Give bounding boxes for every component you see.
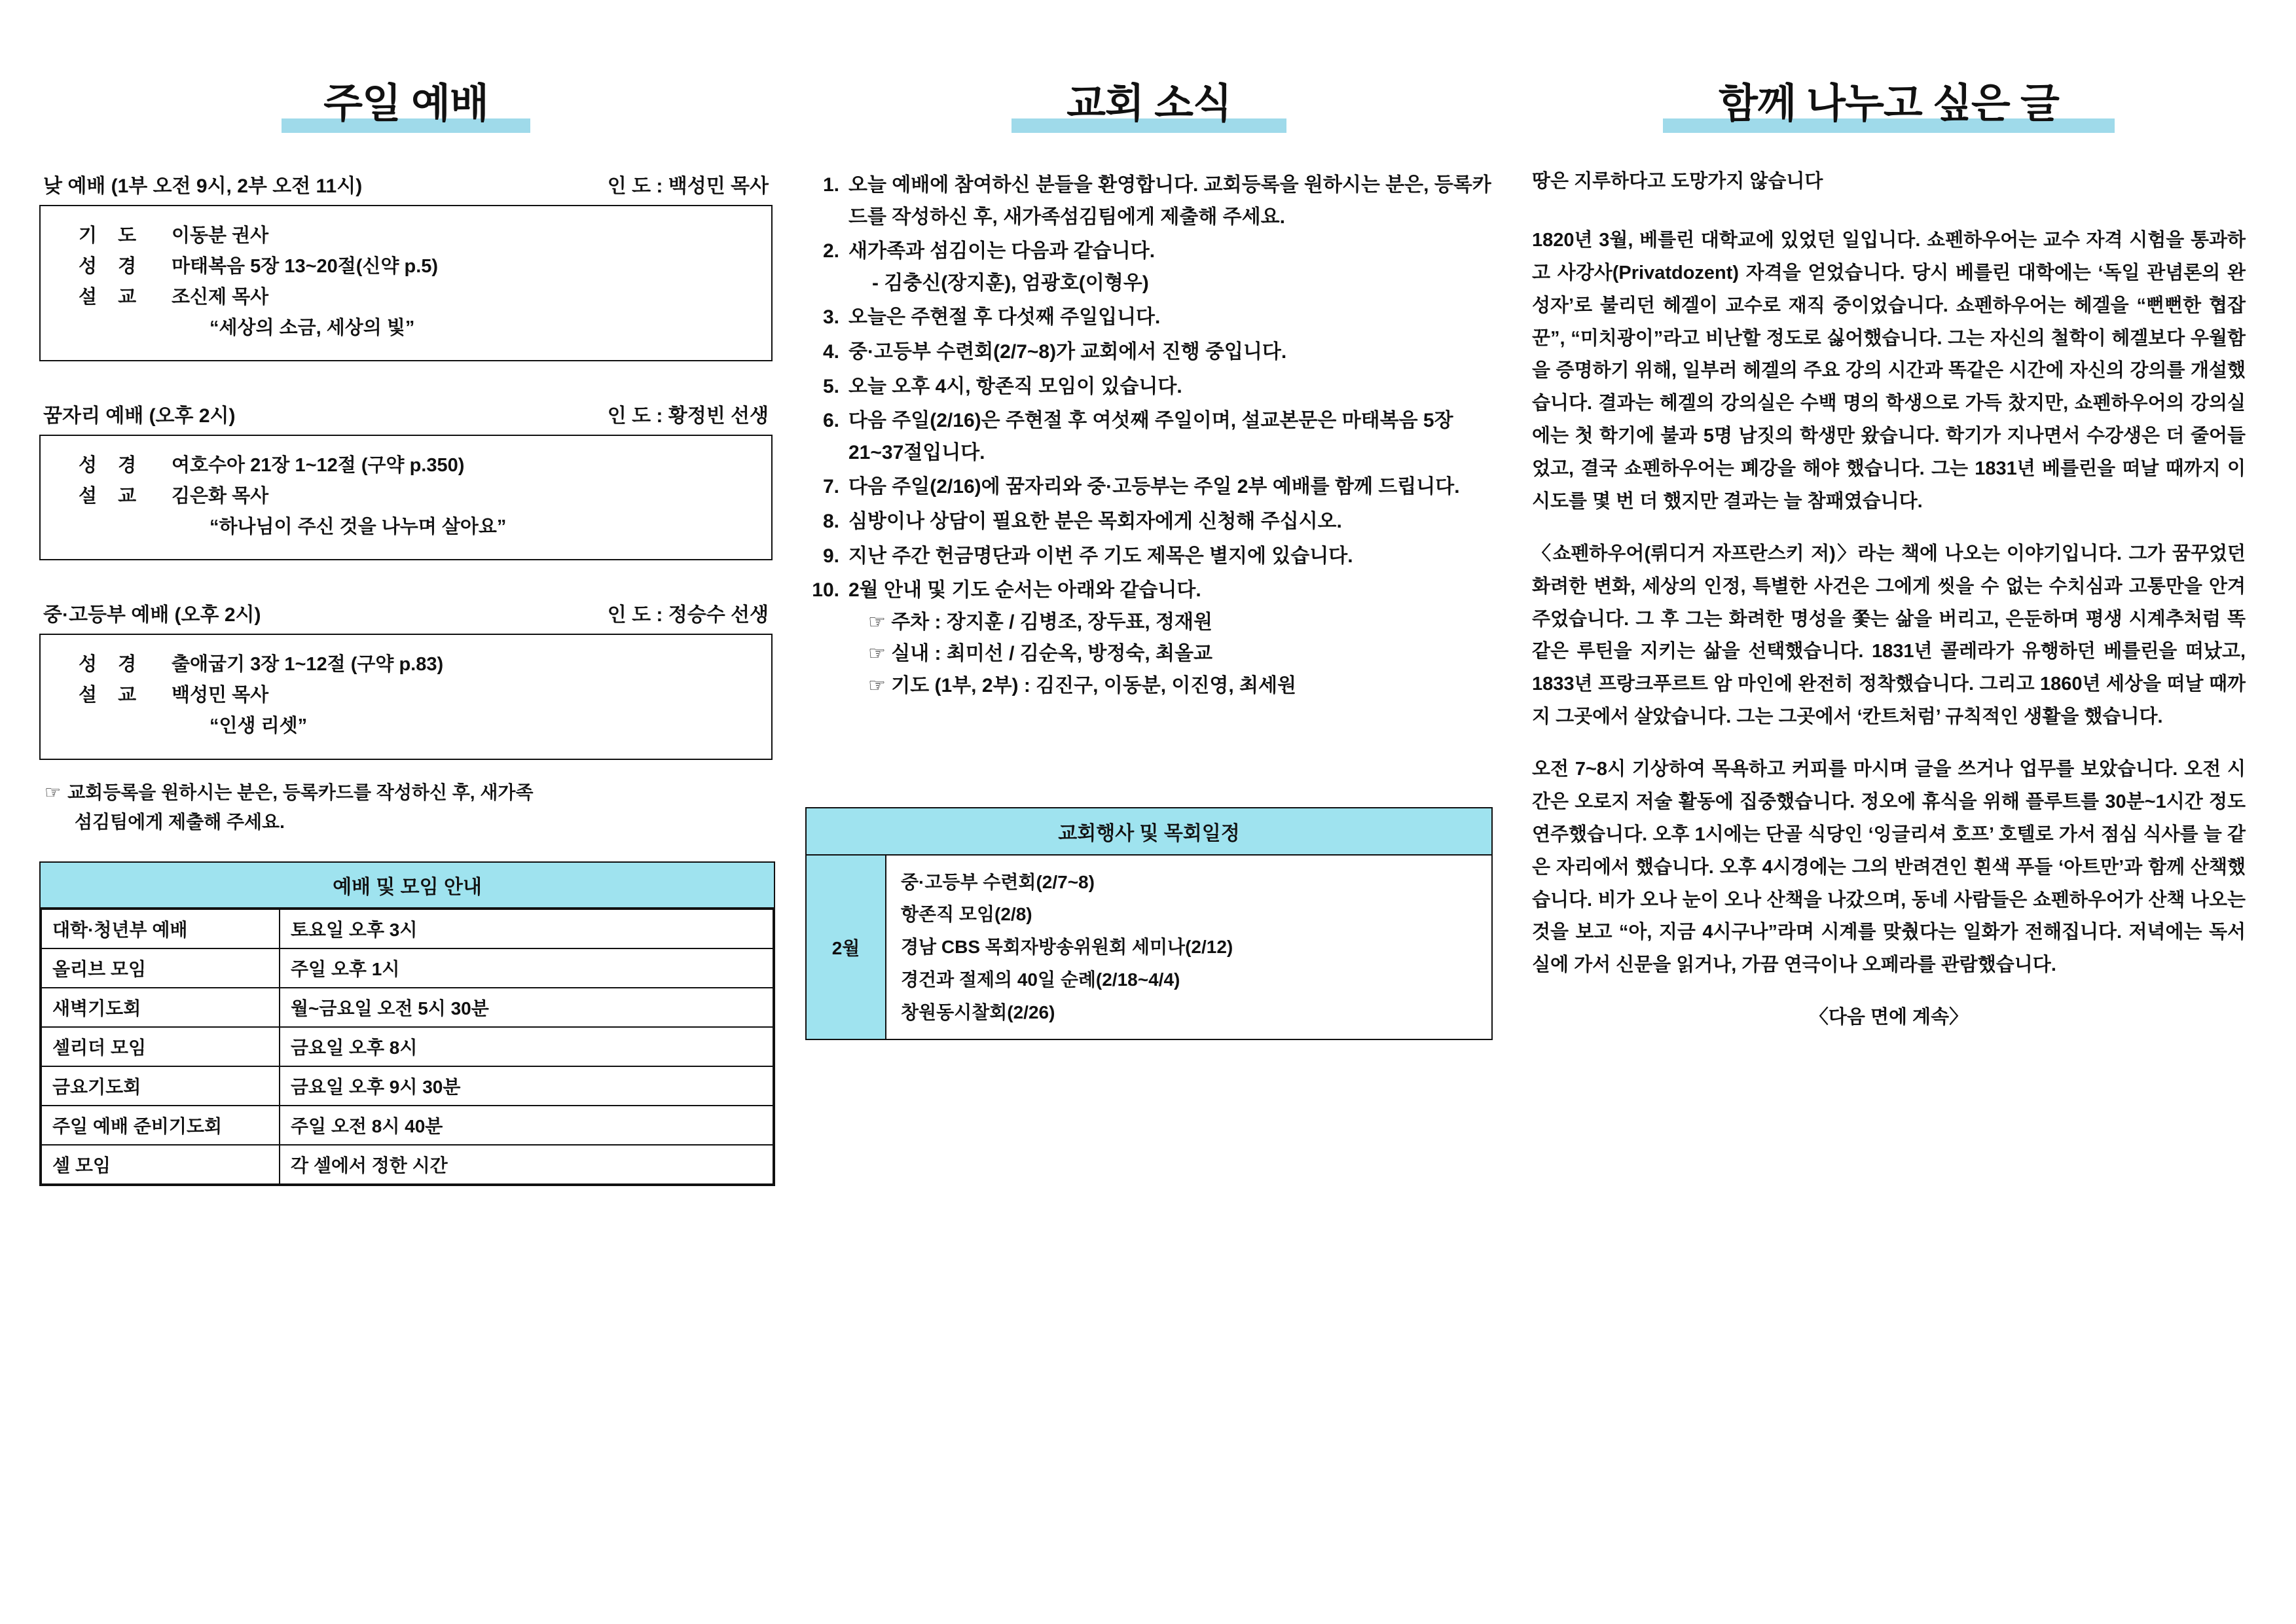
list-item bbox=[805, 541, 1493, 573]
essay-body bbox=[1532, 166, 2246, 1034]
detail-value: 김은화 목사 bbox=[172, 486, 269, 507]
sermon-title: “세상의 소금, 세상의 빛” bbox=[210, 317, 415, 338]
service-title-row bbox=[39, 170, 773, 205]
schedule-name: 새벽기도회 bbox=[41, 988, 280, 1027]
notice-number: 8. bbox=[822, 510, 839, 532]
detail-label: 설 교 bbox=[79, 286, 145, 308]
detail-value: 출애굽기 3장 1~12절 (구약 p.83) bbox=[172, 654, 444, 676]
detail-value: 백성민 목사 bbox=[172, 685, 269, 706]
essay-paragraph: 1820년 3월, 베를린 대학교에 있었던 일입니다. 쇼펜하우어는 교수 자격 시험을 통과하고 사강사(Privatdozent) 자격을 얻었습니다. 당시 베를린 대학에는 ‘독일 관념론의 완성자’로 불리던 헤겔이 교수로 재직 중이었습니다. 쇼펜하우어는 헤겔을 “뻔뻔한 협잡꾼”, “미치광이”라고 비난할 정도로 싫어했습니다. 그는 자신의 철학이 헤겔보다 우월함을 증명하기 위해, 일부러 헤겔의 주요 강의 시간과 똑같은 시간에 자신의 강의를 개설했습니다. 결과는 헤겔의 강의실은 수백 명의 학생으로 가득 찼지만, 쇼펜하우어의 강의실에는 첫 학기에 불과 5명 남짓의 학생만 왔습니다. 학기가 지나면서 수강생은 더 줄어들었고, 결국 쇼펜하우어는 폐강을 해야 했습니다. 그는 1831년 베를린을 떠날 때까지 이 시도를 몇 번 더 했지만 결과는 늘 참패였습니다. bbox=[1532, 229, 2246, 512]
event-table-wrapper bbox=[805, 807, 1493, 1041]
notice-subitem: - 김충신(장지훈), 엄광호(이형우) bbox=[872, 272, 1149, 294]
event-item-list bbox=[886, 856, 1491, 1039]
schedule-table bbox=[39, 861, 775, 1186]
table-row bbox=[41, 1066, 773, 1106]
service-details-box bbox=[39, 205, 773, 361]
notice-text: 심방이나 상담이 필요한 분은 목회자에게 신청해 주십시오. bbox=[848, 510, 1342, 532]
notice-number: 3. bbox=[822, 306, 839, 329]
notice-text: 새가족과 섬김이는 다음과 같습니다. bbox=[848, 240, 1156, 262]
table-row bbox=[41, 948, 773, 988]
schedule-name: 주일 예배 준비기도회 bbox=[41, 1106, 280, 1145]
notice-text: 2월 안내 및 기도 순서는 아래와 같습니다. bbox=[848, 579, 1201, 602]
notice-text: 오늘 오후 4시, 항존직 모임이 있습니다. bbox=[848, 375, 1182, 397]
schedule-time: 주일 오후 1시 bbox=[280, 948, 773, 988]
notice-text: 중·고등부 수련회(2/7~8)가 교회에서 진행 중입니다. bbox=[848, 340, 1287, 363]
detail-label: 성 경 bbox=[79, 455, 145, 477]
service-detail-row bbox=[41, 251, 771, 282]
registration-note bbox=[39, 778, 773, 837]
schedule-time: 각 셀에서 정한 시간 bbox=[280, 1145, 773, 1184]
notice-number: 5. bbox=[822, 375, 839, 397]
list-item bbox=[805, 471, 1493, 503]
service-details-box bbox=[39, 634, 773, 759]
list-item bbox=[805, 170, 1493, 233]
notice-number: 4. bbox=[822, 340, 839, 363]
note-line-1: 교회등록을 원하시는 분은, 등록카드를 작성하신 후, 새가족 bbox=[67, 782, 534, 803]
service-name: 꿈자리 예배 (오후 2시) bbox=[43, 405, 236, 427]
service-title-row bbox=[39, 598, 773, 634]
event-item: 중·고등부 수련회(2/7~8) bbox=[901, 871, 1095, 892]
event-item: 경건과 절제의 40일 순례(2/18~4/4) bbox=[901, 969, 1180, 990]
service-detail-row bbox=[41, 450, 771, 481]
service-detail-row bbox=[41, 649, 771, 680]
column-essay bbox=[1532, 0, 2246, 1054]
schedule-name: 금요기도회 bbox=[41, 1066, 280, 1106]
detail-value: 여호수아 21장 1~12절 (구약 p.350) bbox=[172, 455, 465, 477]
detail-value: 마태복음 5장 13~20절(신약 p.5) bbox=[172, 255, 439, 277]
service-detail-row bbox=[41, 481, 771, 512]
essay-paragraph: 〈쇼펜하우어(뤼디거 자프란스키 저)〉라는 책에 나오는 이야기입니다. 그가 꿈꾸었던 화려한 변화, 세상의 인정, 특별한 사건은 그에게 씻을 수 없는 수치심과 고통만을 안겨주었습니다. 그 후 그는 화려한 명성을 쫓는 삶을 버리고, 은둔하며 평생 시계추처럼 똑같은 루틴을 지키는 삶을 선택했습니다. 1831년 콜레라가 유행하던 베를린을 떠났고, 1833년 프랑크푸르트 암 마인에 완전히 정착했습니다. 그리고 1860년 세상을 떠날 때까지 그곳에서 살았습니다. 그는 그곳에서 ‘칸트처럼’ 규칙적인 생활을 했습니다. bbox=[1532, 543, 2246, 728]
column-worship bbox=[39, 0, 773, 1186]
schedule-time: 토요일 오후 3시 bbox=[280, 909, 773, 948]
table-row bbox=[41, 909, 773, 948]
service-detail-row bbox=[41, 221, 771, 251]
detail-label: 성 경 bbox=[79, 255, 145, 277]
event-item: 경남 CBS 목회자방송위원회 세미나(2/12) bbox=[901, 937, 1233, 958]
notice-list bbox=[805, 170, 1493, 702]
list-item bbox=[805, 371, 1493, 403]
service-detail-row bbox=[41, 282, 771, 313]
notice-number: 7. bbox=[822, 476, 839, 498]
notice-subitem: ☞ 주차 : 장지훈 / 김병조, 장두표, 정재원 bbox=[868, 611, 1212, 633]
table-row bbox=[41, 1106, 773, 1145]
schedule-time: 주일 오전 8시 40분 bbox=[280, 1106, 773, 1145]
notice-text: 지난 주간 헌금명단과 이번 주 기도 제목은 별지에 있습니다. bbox=[848, 545, 1353, 567]
service-leader: 인 도 : 정승수 선생 bbox=[607, 604, 769, 626]
notice-number: 10. bbox=[812, 579, 839, 602]
table-row bbox=[41, 1027, 773, 1066]
page-title-news: 교회 소식 bbox=[805, 71, 1493, 129]
list-item bbox=[805, 405, 1493, 469]
essay-lead: 땅은 지루하다고 도망가지 않습니다 bbox=[1532, 171, 1823, 192]
schedule-name: 셀리더 모임 bbox=[41, 1027, 280, 1066]
sermon-title: “인생 리셋” bbox=[210, 715, 308, 737]
notice-text: 다음 주일(2/16)은 주현절 후 여섯째 주일이며, 설교본문은 마태복음 5장 21~37절입니다. bbox=[848, 410, 1453, 463]
continuation-note: 〈다음 면에 계속〉 bbox=[1809, 1007, 1969, 1028]
event-item: 항존직 모임(2/8) bbox=[901, 904, 1032, 925]
detail-label: 성 경 bbox=[79, 654, 145, 676]
event-table-body bbox=[805, 854, 1493, 1041]
list-item bbox=[805, 575, 1493, 702]
service-block-youth bbox=[39, 598, 773, 759]
column-news bbox=[805, 0, 1493, 1040]
list-item bbox=[805, 336, 1493, 369]
schedule-table-caption: 예배 및 모임 안내 bbox=[41, 863, 774, 909]
notice-text: 오늘 예배에 참여하신 분들을 환영합니다. 교회등록을 원하시는 분은, 등록카드를 작성하신 후, 새가족섬김팀에게 제출해 주세요. bbox=[848, 174, 1491, 228]
schedule-name: 셀 모임 bbox=[41, 1145, 280, 1184]
schedule-time: 금요일 오후 8시 bbox=[280, 1027, 773, 1066]
notice-number: 6. bbox=[822, 410, 839, 432]
sermon-title: “하나님이 주신 것을 나누며 살아요” bbox=[210, 516, 507, 538]
notice-text: 다음 주일(2/16)에 꿈자리와 중·고등부는 주일 2부 예배를 함께 드립니다. bbox=[848, 476, 1460, 498]
notice-number: 9. bbox=[822, 545, 839, 567]
schedule-name: 대학·청년부 예배 bbox=[41, 909, 280, 948]
list-item bbox=[805, 302, 1493, 334]
detail-value: 이동분 권사 bbox=[172, 225, 269, 246]
note-line-2: 섬김팀에게 제출해 주세요. bbox=[75, 811, 285, 832]
service-title-row bbox=[39, 399, 773, 435]
detail-value: 조신제 목사 bbox=[172, 286, 269, 308]
pointing-hand-icon: ☞ bbox=[45, 782, 62, 803]
schedule-table-wrapper bbox=[39, 861, 773, 1186]
event-item: 창원동시찰회(2/26) bbox=[901, 1001, 1055, 1022]
detail-label: 설 교 bbox=[79, 486, 145, 507]
service-leader: 인 도 : 황정빈 선생 bbox=[607, 405, 769, 427]
list-item bbox=[805, 506, 1493, 538]
notice-subitem: ☞ 실내 : 최미선 / 김순옥, 방정숙, 최올교 bbox=[868, 643, 1212, 665]
table-row bbox=[41, 1145, 773, 1184]
essay-paragraph: 오전 7~8시 기상하여 목욕하고 커피를 마시며 글을 쓰거나 업무를 보았습니다. 오전 시간은 오로지 저술 활동에 집중했습니다. 정오에 휴식을 위해 플루트를 30분~1시간 정도 연주했습니다. 오후 1시에는 단골 식당인 ‘잉글리셔 호프’ 호텔로 가서 점심 식사를 늘 같은 자리에서 했습니다. 오후 4시경에는 그의 반려견인 흰색 푸들 ‘아트만’과 함께 산책했습니다. 비가 오나 눈이 오나 산책을 나갔으며, 동네 사람들은 쇼펜하우어가 산책 나오는 것을 보고 “아, 지금 4시구나”라며 시계를 맞췄다는 일화가 전해집니다. 저녁에는 독서실에 가서 신문을 읽거나, 가끔 연극이나 오페라를 관람했습니다. bbox=[1532, 759, 2246, 976]
page-title-worship: 주일 예배 bbox=[39, 71, 773, 129]
schedule-time: 금요일 오후 9시 30분 bbox=[280, 1066, 773, 1106]
notice-subitem: ☞ 기도 (1부, 2부) : 김진구, 이동분, 이진영, 최세원 bbox=[868, 674, 1296, 696]
event-table-caption: 교회행사 및 목회일정 bbox=[805, 807, 1493, 854]
table-row bbox=[41, 988, 773, 1027]
page-title-essay: 함께 나누고 싶은 글 bbox=[1532, 71, 2246, 129]
detail-label: 설 교 bbox=[79, 685, 145, 706]
service-details-box bbox=[39, 435, 773, 560]
detail-label: 기 도 bbox=[79, 225, 145, 246]
notice-text: 오늘은 주현절 후 다섯째 주일입니다. bbox=[848, 306, 1161, 329]
schedule-time: 월~금요일 오전 5시 30분 bbox=[280, 988, 773, 1027]
list-item bbox=[805, 236, 1493, 299]
event-month: 2월 bbox=[807, 856, 886, 1039]
service-block-kids bbox=[39, 399, 773, 560]
notice-number: 1. bbox=[822, 174, 839, 196]
service-detail-row bbox=[41, 680, 771, 711]
service-block-main bbox=[39, 170, 773, 361]
service-name: 중·고등부 예배 (오후 2시) bbox=[43, 604, 261, 626]
schedule-name: 올리브 모임 bbox=[41, 948, 280, 988]
service-leader: 인 도 : 백성민 목사 bbox=[607, 175, 769, 197]
service-name: 낮 예배 (1부 오전 9시, 2부 오전 11시) bbox=[43, 175, 363, 197]
notice-number: 2. bbox=[822, 240, 839, 262]
